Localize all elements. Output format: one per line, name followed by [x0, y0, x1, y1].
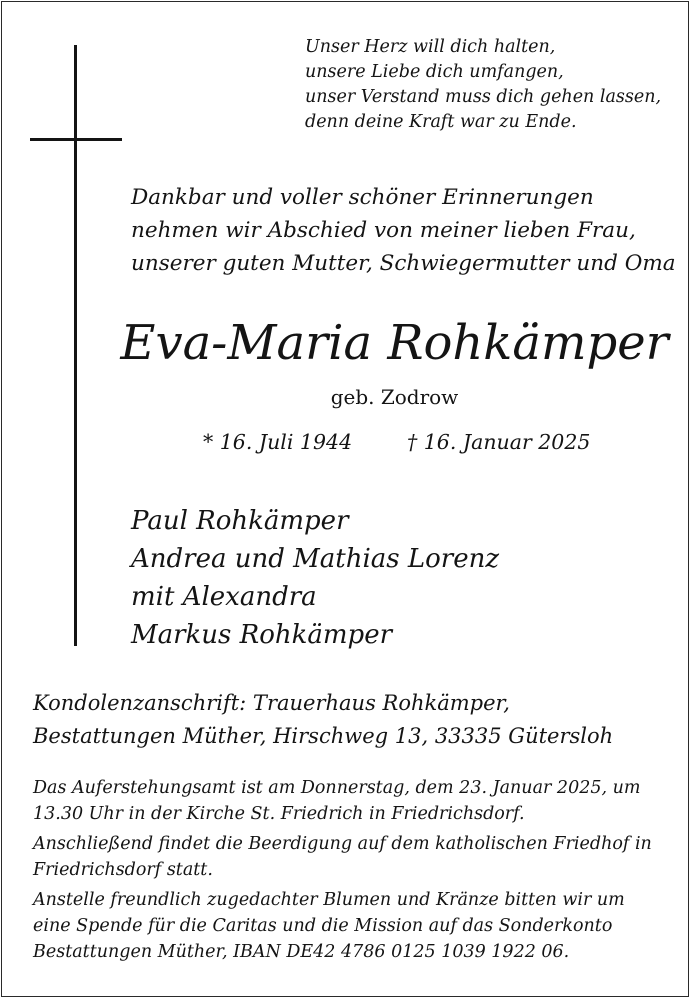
family-list	[131, 502, 499, 654]
poem-line: denn deine Kraft war zu Ende.	[305, 112, 577, 132]
intro-line: Dankbar und voller schöner Erinnerungen	[131, 185, 594, 210]
family-member: mit Alexandra	[131, 582, 317, 612]
family-member: Andrea und Mathias Lorenz	[131, 544, 500, 574]
burial-line: Anschließend findet die Beerdigung auf dem katholischen Friedhof in	[33, 834, 652, 854]
donation-line: eine Spende für die Caritas und die Mission auf das Sonderkonto	[33, 916, 613, 936]
family-member: Markus Rohkämper	[131, 620, 393, 650]
service-line: Das Auferstehungsamt ist am Donnerstag, dem 23. Januar 2025, um	[33, 778, 641, 798]
condolence-line: Kondolenzanschrift: Trauerhaus Rohkämper,	[33, 691, 510, 715]
donation-paragraph	[33, 887, 659, 965]
poem-line: unsere Liebe dich umfangen,	[305, 62, 564, 82]
service-notes	[33, 775, 659, 965]
donation-line: Bestattungen Müther, IBAN DE42 4786 0125 1039 1922 06.	[33, 942, 570, 962]
condolence-line: Bestattungen Müther, Hirschweg 13, 33335 Gütersloh	[33, 724, 614, 748]
deceased-name: Eva-Maria Rohkämper	[120, 315, 669, 371]
intro-line: unserer guten Mutter, Schwiegermutter und Oma	[131, 251, 676, 276]
family-member: Paul Rohkämper	[131, 506, 349, 536]
burial-line: Friedrichsdorf statt.	[33, 860, 213, 880]
service-paragraph	[33, 775, 659, 827]
maiden-name: geb. Zodrow	[330, 385, 459, 409]
burial-paragraph	[33, 831, 659, 883]
intro-text	[131, 181, 676, 280]
poem-line: unser Verstand muss dich gehen lassen,	[305, 87, 662, 107]
service-line: 13.30 Uhr in der Kirche St. Friedrich in Friedrichsdorf.	[33, 804, 525, 824]
poem	[305, 35, 661, 135]
death-date: † 16. Januar 2025	[407, 430, 591, 454]
birth-date: * 16. Juli 1944	[203, 430, 353, 454]
cross-horizontal-bar	[30, 138, 122, 141]
condolence-address	[33, 687, 613, 753]
poem-line: Unser Herz will dich halten,	[305, 37, 556, 57]
intro-line: nehmen wir Abschied von meiner lieben Frau,	[131, 218, 636, 243]
donation-line: Anstelle freundlich zugedachter Blumen und Kränze bitten wir um	[33, 890, 625, 910]
